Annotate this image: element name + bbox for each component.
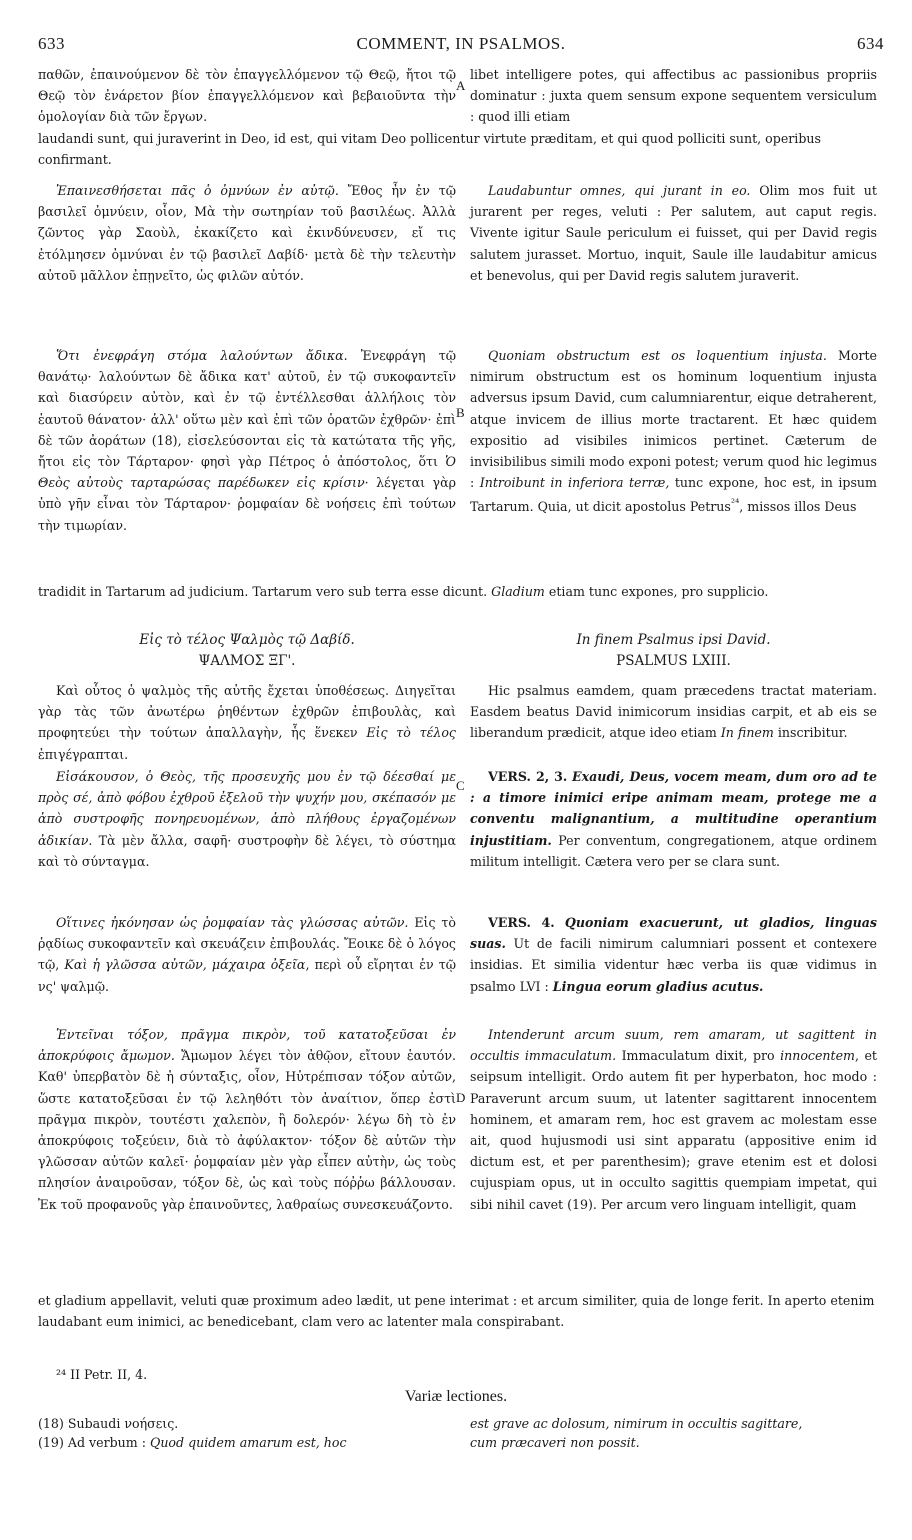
latin-commentary-continued: , et seipsum intelligit. Ordo autem fit per hyperbaton, hoc modo : Paraverunt arcum suum, ut latenter sagittarent innocentem hominem, et amaram rem, hoc est gravem ac molestam esse ait, quod hujusmodi usi sint apparatu (appositive enim id dictum est, et per parenthesim); grave etenim est et dolosi cujuspiam opus, ut in occulto sagittis quempiam impetat, qui sibi nihil cavet (19). Per arcum vero linguam intelligit, quam <box>470 1048 877 1212</box>
full-width-paragraph: et gladium appellavit, veluti quæ proximum adeo lædit, ut pene interimat : et arcum similiter, quia de longe ferit. In aperto etenim laudabant eum inimici, ac benedicebant, clam vero ac latenter mala conspirabant. <box>38 1293 875 1330</box>
greek-commentary-continued: λέγεται γὰρ ὑπὸ γῆν εἶναι τὸν Τάρταρον· ῥομφαίαν δὲ νοήσεις ἐπὶ τούτων τὴν τιμωρίαν. <box>38 475 456 533</box>
margin-letter-a: A <box>456 78 466 93</box>
greek-paragraph <box>38 180 456 286</box>
greek-psalm-number: ΨΑΛΜΟΣ ΞΓ'. <box>198 653 296 670</box>
latin-lemma: Exaudi, Deus, vocem meam, dum oro ad te : a timore inimici eripe animam meam, protege me a conventu malignantium, a multitudine operantium injustitiam. <box>470 769 877 848</box>
footnote <box>56 1364 456 1385</box>
greek-commentary: Ἄμωμον λέγει τὸν ἀθῷον, εἴτουν ἑαυτόν. Καθ' ὑπερβατὸν δὲ ἡ σύνταξις, οἷον, Ηὐτρέπισαν τόξον αὐτῶν, ὥστε κατατοξεῦσαι ἐν τῷ λεληθότι τὸν ἀναίτιον, ὅπερ ἐστὶ πρᾶγμα πικρὸν, τουτέστι χαλεπὸν, ἢ δολερόν· λέγω δὴ τὸ ἐν ἀποκρύφοις τοξεύειν, διὰ τὸ ἀφύλακτον· τόξον δὲ αὐτῶν τὴν γλῶσσαν αὐτῶν καλεῖ· ῥομφαίαν μὲν γὰρ εἶπεν αὐτὴν, ὡς τοὺς πλησίον ἀναιροῦσαν, τόξον δὲ, ὡς καὶ τοὺς πόῤῥω βάλλουσαν. Ἐκ τοῦ προφανοῦς γὰρ ἐπαινοῦντες, λαθραίως συνεσκευάζοντο. <box>38 1048 456 1212</box>
latin-commentary: Olim mos fuit ut jurarent per reges, veluti : Per salutem, aut caput regis. Vivente igitur Saule periculum ei fuisset, qui per David regis salutem jurasset. Mortuo, inquit, Saule ille laudabitur amicus et benevolus, qui per David regis salutem juraverit. <box>470 183 877 283</box>
greek-lemma: Ἐπαινεσθήσεται πᾶς ὁ ὀμνύων ἐν αὐτῷ. <box>56 183 339 198</box>
page-number-right: 634 <box>857 34 884 53</box>
variae-left-column <box>38 1414 456 1452</box>
running-header <box>38 34 884 56</box>
latin-paragraph <box>470 912 877 997</box>
greek-verse-5 <box>38 1024 456 1215</box>
full-width-text-verse-5 <box>38 1290 877 1332</box>
footnote-text: ²⁴ II Petr. II, 4. <box>56 1367 148 1382</box>
latin-commentary: Morte nimirum obstructum est os hominum loquentium injusta adversus ipsum David, cum calumniarentur, eique detraherent, atque invicem de illius morte tractarent. Et hæc quidem expositio ad visibiles inimicos pertinet. Cæterum de invisibilibus simili modo exponi potest; verum quod hic legimus : <box>470 348 877 491</box>
variant-italic: Quod quidem amarum est, hoc <box>150 1435 347 1450</box>
variae-lectiones-heading: Variæ lectiones. <box>404 1388 508 1405</box>
greek-verses-2-3 <box>38 766 456 872</box>
greek-lemma: Οἵτινες ἠκόνησαν ὡς ῥομφαίαν τὰς γλώσσας αὐτῶν. <box>56 915 409 930</box>
page-number-left: 633 <box>38 34 65 53</box>
latin-commentary: Ut de facili nimirum calumniari possent et contexere insidias. Et similia videntur hæc verba iis quæ vidimus in psalmo LVI : <box>470 936 877 994</box>
full-width-text-b: etiam tunc expones, pro supplicio. <box>548 584 769 599</box>
latin-intro-text: Hic psalmus eamdem, quam præcedens tractat materiam. Easdem beatus David inimicorum insidias carpit, et ab eis se liberandum prædicit, atque ideo etiam <box>470 683 877 741</box>
margin-letter-b: B <box>456 405 465 420</box>
variant-number: (18) <box>38 1416 64 1431</box>
greek-lemma: Εἰσάκουσον, ὁ Θεὸς, τῆς προσευχῆς μου ἐν τῷ δέεσθαί με πρὸς σέ, ἀπὸ φόβου ἐχθροῦ ἐξελοῦ τὴν ψυχήν μου, σκέπασόν με ἀπὸ συστροφῆς πονηρευομένων, ἀπὸ πλήθους ἐργαζομένων ἀδικίαν. <box>38 769 456 848</box>
verse-label: VERS. 4. <box>488 915 555 930</box>
latin-paragraph <box>470 1024 877 1215</box>
full-width-text-a: tradidit in Tartarum ad judicium. Tartarum vero sub terra esse dicunt. <box>38 584 488 599</box>
greek-psalm-title: Εἰς τὸ τέλος Ψαλμὸς τῷ Δαβίδ. <box>139 632 355 648</box>
latin-psalm-title: In finem Psalmus ipsi David. <box>576 632 771 648</box>
margin-letter-d: D <box>456 1090 466 1105</box>
full-width-text-section-2 <box>38 581 877 602</box>
variae-right-column <box>470 1414 877 1452</box>
latin-quote: Introibunt in inferiora terræ, <box>479 475 670 491</box>
latin-lemma: Quoniam obstructum est os loquentium injusta. <box>488 348 827 363</box>
greek-commentary-end: , περὶ οὗ εἴρηται ἐν τῷ νς' ψαλμῷ. <box>38 957 456 994</box>
latin-section-1 <box>470 180 877 286</box>
greek-psalm-intro <box>38 680 456 765</box>
latin-lemma: Laudabuntur omnes, qui jurant in eo. <box>488 183 751 198</box>
variant-text: Ad verbum : <box>67 1435 146 1450</box>
variant-19 <box>38 1433 456 1452</box>
greek-commentary: Ἔθος ἦν ἐν τῷ βασιλεῖ ὀμνύειν, οἷον, Μὰ τὴν σωτηρίαν τοῦ βασιλέως. Ἀλλὰ ζῶντος γὰρ Σαοὺλ, ἐκακίζετο καὶ ἐκινδύνευσεν, εἴ τις ἐτόλμησεν ὀμνύναι ἐν τῷ βασιλεῖ Δαβίδ· μετὰ δὲ τὴν τελευτὴν αὐτοῦ μᾶλλον ἐπῃνεῖτο, ὡς φιλῶν αὐτόν. <box>38 183 456 283</box>
latin-verse-4 <box>470 912 877 997</box>
latin-paragraph <box>470 180 877 286</box>
greek-quote: Ὁ Θεὸς αὐτοὺς ταρταρώσας παρέδωκεν εἰς κρίσιν· <box>38 454 456 491</box>
greek-paragraph <box>38 345 456 536</box>
greek-section-1 <box>38 180 456 286</box>
greek-paragraph <box>38 912 456 997</box>
greek-intro-text: Καὶ οὗτος ὁ ψαλμὸς τῆς αὐτῆς ἔχεται ὑποθέσεως. Διηγεῖται γὰρ τὰς τῶν ἀνωτέρω ῥηθέντων ἐχθρῶν ἐπιβουλὰς, καὶ προφητεύει τὴν τούτων ἀπαλλαγὴν, ἧς ἕνεκεν <box>38 683 456 741</box>
full-width-paragraph: laudandi sunt, qui juraverint in Deo, id est, qui vitam Deo pollicentur virtute præditam, et qui quod polliciti sunt, operibus confirmant. <box>38 131 821 168</box>
variant-number: (19) <box>38 1435 64 1450</box>
greek-paragraph: παθῶν, ἐπαινούμενον δὲ τὸν ἐπαγγελλόμενον τῷ Θεῷ, ἤτοι τῷ Θεῷ τὸν ἐνάρετον βίον ἐπαγγελλόμενον καὶ βεβαιοῦντα τὴν ὁμολογίαν διὰ τῶν ἔργων. <box>38 67 456 125</box>
latin-quote: Lingua eorum gladius acutus. <box>552 978 764 994</box>
latin-lemma: Intenderunt arcum suum, rem amaram, ut sagittent in occultis immaculatum. <box>470 1027 877 1064</box>
greek-paragraph <box>38 766 456 872</box>
greek-intro-italic: Εἰς τὸ τέλος <box>366 725 456 741</box>
latin-commentary-end: , missos illos Deus <box>739 499 857 515</box>
variant-18 <box>38 1414 456 1433</box>
latin-verses-2-3 <box>470 766 877 872</box>
greek-section-2 <box>38 345 456 536</box>
greek-paragraph <box>38 680 456 765</box>
greek-commentary: Τὰ μὲν ἄλλα, σαφῆ· συστροφὴν δὲ λέγει, τὸ σύστημα καὶ τὸ σύνταγμα. <box>38 832 456 869</box>
greek-commentary: Εἰς τὸ ῥᾳδίως συκοφαντεῖν καὶ σκευάζειν ἐπιβουλάς. Ἔοικε δὲ ὁ λόγος τῷ, <box>38 915 456 973</box>
footnote-reference: ²⁴ <box>730 497 740 510</box>
latin-paragraph: libet intelligere potes, qui affectibus ac passionibus propriis dominatur : juxta quem sensum expone sequentem versiculum : quod illi etiam <box>470 67 877 125</box>
greek-intro-end: ἐπιγέγραπται. <box>38 746 129 762</box>
greek-psalm-heading <box>38 630 456 672</box>
verse-label: VERS. 2, 3. <box>488 769 568 784</box>
greek-lemma: Ὅτι ἐνεφράγη στόμα λαλούντων ἄδικα. <box>56 348 348 363</box>
latin-paragraph <box>470 680 877 744</box>
latin-italic-word: innocentem <box>780 1048 855 1064</box>
latin-intro-italic: In finem <box>720 725 774 741</box>
latin-column-top <box>470 64 877 128</box>
variant-continuation-2: cum præcaveri non possit. <box>470 1435 640 1450</box>
greek-lemma: Ἐντεῖναι τόξον, πρᾶγμα πικρὸν, τοῦ κατατοξεῦσαι ἐν ἀποκρύφοις ἄμωμον. <box>38 1027 456 1064</box>
full-width-paragraph <box>38 581 877 602</box>
greek-column-top <box>38 64 456 128</box>
latin-intro-end: inscribitur. <box>777 725 848 741</box>
greek-commentary: Ἐνεφράγη τῷ θανάτῳ· λαλούντων δὲ ἄδικα κατ' αὐτοῦ, ἐν τῷ συκοφαντεῖν καὶ διασύρειν αὐτὸν, καὶ ἐν τῷ ἐντέλλεσθαι ἀλλήλοις τὸν ἑαυτοῦ θάνατον· ἀλλ' οὕτω μὲν καὶ ἐπὶ τῶν ὁρατῶν ἐχθρῶν· ἐπὶ δὲ τῶν ἀοράτων (18), εἰσελεύσονται εἰς τὰ κατώτατα τῆς γῆς, ἤτοι εἰς τὸν Τάρταρον· φησὶ γὰρ Πέτρος ὁ ἀπόστολος, ὅτι <box>38 348 456 470</box>
latin-commentary-continued: tunc expone, hoc est, in ipsum Tartarum. Quia, ut dicit apostolus Petrus <box>470 475 877 515</box>
latin-commentary: Immaculatum dixit, pro <box>621 1048 775 1064</box>
latin-section-2 <box>470 345 877 518</box>
margin-letter-c: C <box>456 778 465 793</box>
full-width-italic: Gladium <box>491 584 545 599</box>
latin-lemma: Quoniam exacuerunt, ut gladios, linguas suas. <box>470 915 877 952</box>
variant-continuation-1: est grave ac dolosum, nimirum in occultis sagittare, <box>470 1416 803 1431</box>
greek-verse-4 <box>38 912 456 997</box>
latin-paragraph <box>470 766 877 872</box>
latin-paragraph <box>470 345 877 518</box>
latin-verse-5 <box>470 1024 877 1215</box>
latin-psalm-intro <box>470 680 877 744</box>
latin-commentary: Per conventum, congregationem, atque ordinem militum intelligit. Cætera vero per se clara sunt. <box>470 832 877 869</box>
greek-paragraph <box>38 1024 456 1215</box>
running-title: COMMENT, IN PSALMOS. <box>356 34 566 53</box>
greek-quote: Καὶ ἡ γλῶσσα αὐτῶν, μάχαιρα ὀξεῖα <box>64 957 306 973</box>
variant-text: Subaudi νοήσεις. <box>67 1416 179 1431</box>
latin-psalm-number: PSALMUS LXIII. <box>616 653 731 670</box>
latin-psalm-heading <box>470 630 877 672</box>
full-width-text-top <box>38 128 877 170</box>
